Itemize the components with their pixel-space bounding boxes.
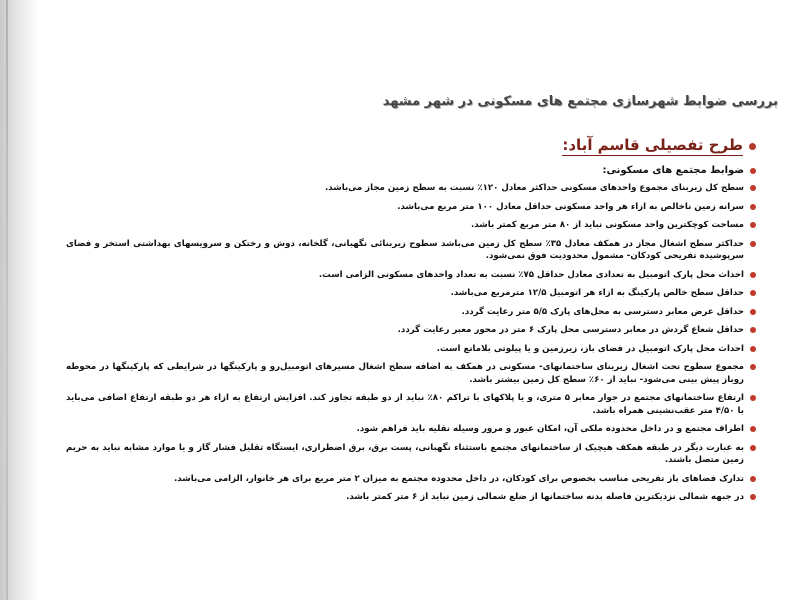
- bullet-icon: [750, 168, 756, 174]
- slide-title: بررسی ضوابط شهرسازی مجتمع های مسکونی در شهر مشهد: [382, 94, 778, 109]
- section-heading: طرح تفصیلی قاسم آباد:: [562, 136, 743, 154]
- list-item: [66, 306, 756, 319]
- bullet-icon: [750, 241, 756, 247]
- list-item-text: حداقل عرض معابر دسترسی به محل‌های پارک ۵/۵ متر رعایت گردد.: [461, 306, 744, 317]
- list-item: [66, 392, 756, 417]
- bullet-icon: [750, 426, 756, 432]
- slide-content: [66, 136, 756, 510]
- list-item-text: ارتفاع ساختمانهای مجتمع در جوار معابر ۵ متری، و یا پلاکهای با تراکم ۸۰٪ نباید از دو طبقه تجاوز کند. افزایش ارتفاع به ازاء هر دو طبقه ارتفاع اضافی می‌باید با ۴/۵۰ متر عقب‌نشینی همراه باشد.: [66, 393, 745, 416]
- bullet-icon: [750, 445, 756, 451]
- list-item-text: تدارک فضاهای باز تفریحی مناسب بخصوص برای کودکان، در داخل محدوده مجتمع به میزان ۲ متر مربع برای هر خانوار، الزامی می‌باشد.: [174, 473, 744, 484]
- list-item: [66, 473, 756, 486]
- bullet-icon: [750, 476, 756, 482]
- list-item-text: سطح کل زیربنای مجموع واحدهای مسکونی حداکثر معادل ۱۲۰٪ نسبت به سطح زمین مجاز می‌باشد.: [325, 183, 744, 193]
- list-item-text: مساحت کوچکترین واحد مسکونی نباید از ۸۰ متر مربع کمتر باشد.: [471, 220, 744, 230]
- list-item-text: حداقل سطح خالص پارکینگ به ازاء هر اتومبیل ۱۲/۵ مترمربع می‌باشد.: [450, 288, 744, 298]
- bullet-icon: [749, 143, 756, 150]
- bullet-icon: [750, 222, 756, 228]
- list-item-text: احداث محل پارک اتومبیل به تعدادی معادل حداقل ۷۵٪ نسبت به تعداد واحدهای مسکونی الزامی است.: [318, 269, 744, 280]
- bullet-icon: [750, 185, 756, 191]
- list-item: [66, 442, 756, 467]
- list-item-text: سرانه زمین ناخالص به ازاء هر واحد مسکونی حداقل معادل ۱۰۰ متر مربع می‌باشد.: [397, 201, 744, 212]
- decorative-side-line: [6, 0, 8, 600]
- list-item: [66, 343, 756, 356]
- bullet-icon: [750, 272, 756, 278]
- list-item: [66, 238, 756, 263]
- section-heading-row: [66, 136, 756, 156]
- subheading: ضوابط مجتمع های مسکونی:: [602, 165, 744, 176]
- list-item-text: حداکثر سطح اشغال مجاز در همکف معادل ۳۵٪ سطح کل زمین می‌باشد سطوح زیربنائی نگهبانی، گلخانه، دوش و رختکن و سرویسهای بهداشتی استخر و فضای سرپوشیده تفریحی کودکان- مشمول محدودیت فوق نمی‌شود.: [66, 238, 744, 261]
- list-item: [66, 491, 756, 504]
- list-item-text: در جبهه شمالی نزدیکترین فاصله بدنه ساختمانها از ضلع شمالی زمین نباید از ۶ متر کمتر باشد.: [346, 492, 744, 502]
- subheading-row: [66, 165, 756, 176]
- bullet-icon: [750, 204, 756, 210]
- bullet-icon: [750, 290, 756, 296]
- bullet-icon: [750, 346, 756, 352]
- bullet-icon: [750, 494, 756, 500]
- list-item-text: حداقل شعاع گردش در معابر دسترسی محل پارک ۶ متر در محور معبر رعایت گردد.: [397, 325, 744, 335]
- bullet-icon: [750, 395, 756, 401]
- list-item-text: به عبارت دیگر در طبقه همکف هیچیک از ساختمانهای مجتمع باستثناء نگهبانی، پست برق، برق اضطراری، ایستگاه تقلیل فشار گاز و یا موارد مشابه نباید به حریم زمین متصل باشند.: [66, 442, 744, 465]
- regulation-list: [66, 182, 756, 504]
- list-item: [66, 182, 756, 195]
- bullet-icon: [750, 327, 756, 333]
- bullet-icon: [750, 364, 756, 370]
- list-item: [66, 361, 756, 386]
- list-item: [66, 201, 756, 214]
- bullet-icon: [750, 309, 756, 315]
- list-item: [66, 269, 756, 282]
- list-item: [66, 219, 756, 232]
- list-item: [66, 423, 756, 436]
- list-item: [66, 324, 756, 337]
- list-item-text: مجموع سطوح تحت اشغال زیربنای ساختمانهای- مسکونی در همکف به اضافه سطح اشغال مسیرهای اتومبیل‌رو و پارکینگها در شرایطی که پارکینگها در محوطه روباز پیش بینی می‌شود- نباید از ۶۰٪ سطح کل زمین بیشتر باشد.: [66, 362, 744, 385]
- list-item: [66, 287, 756, 300]
- list-item-text: اطراف مجتمع و در داخل محدوده ملکی آن، امکان عبور و مرور وسیله نقلیه باید فراهم شود.: [356, 424, 744, 434]
- list-item-text: احداث محل پارک اتومبیل در فضای باز، زیرزمین و یا پیلوتی بلامانع است.: [436, 343, 744, 354]
